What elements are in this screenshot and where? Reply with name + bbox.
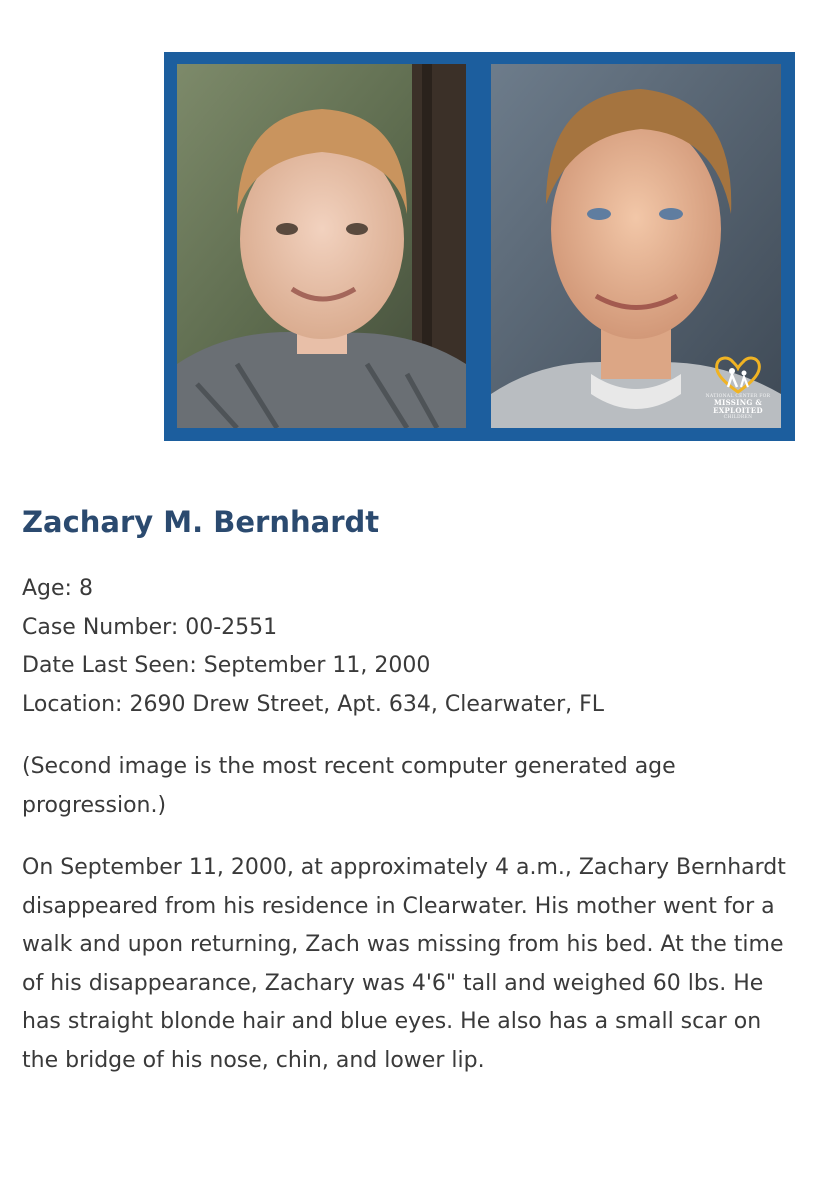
logo-bottom-line: CHILDREN [723,415,753,420]
logo-line-2: EXPLOITED [713,406,763,415]
location-line: Location: 2690 Drew Street, Apt. 634, Clearwater, FL [22,691,605,717]
photo-frame [164,52,795,441]
childhood-photo-image [177,64,466,428]
case-facts [22,570,802,724]
case-details [22,500,802,1080]
case-number-line: Case Number: 00-2551 [22,614,278,640]
person-name: Zachary M. Bernhardt [22,505,380,539]
age-progression-note: (Second image is the most recent computer generated age progression.) [22,754,676,818]
childhood-photo [177,64,466,428]
logo-top-line: NATIONAL CENTER FOR [705,394,771,399]
date-last-seen-line: Date Last Seen: September 11, 2000 [22,653,431,678]
age-line: Age: 8 [22,576,93,601]
age-progression-photo [491,64,781,428]
ncmec-logo [703,354,773,420]
case-description: On September 11, 2000, at approximately 4 a.m., Zachary Bernhardt disappeared from his residence in Clearwater. His mother went for a walk and upon returning, Zach was missing from his bed. At the time of his disappearance, Zachary was 4'6" tall and weighed 60 lbs. He has straight blonde hair and blue eyes. He also has a small scar on the bridge of his nose, chin, and lower lip. [22,855,786,1073]
heart-children-icon [713,354,763,394]
logo-line-1: MISSING & [713,398,763,407]
